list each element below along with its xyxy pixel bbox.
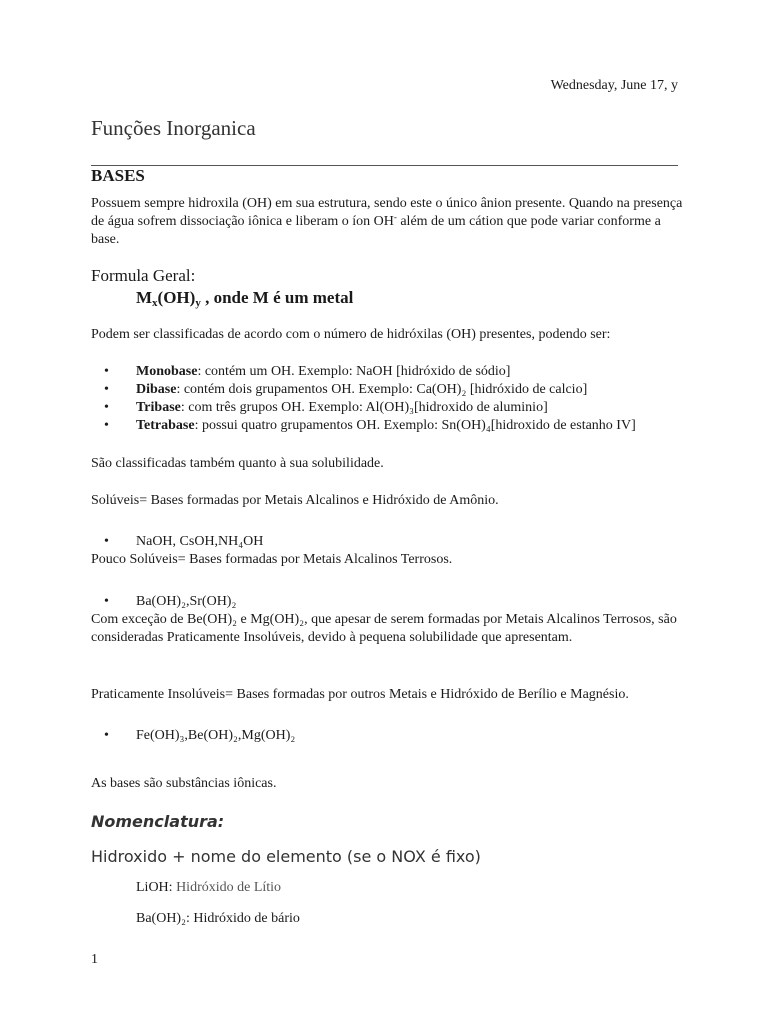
insoluveis-definition: Praticamente Insolúveis= Bases formadas por outros Metais e Hidróxido de Berílio e Magnésio. [91, 687, 629, 702]
type-description: : possui quatro grupamentos OH. Exemplo: Sn(OH)₄[hidroxido de estanho IV] [194, 418, 636, 433]
list-item [91, 363, 711, 381]
list-item [91, 381, 711, 399]
list-item [91, 727, 711, 745]
example-name: Hidróxido de bário [189, 911, 300, 926]
intro-charge: - [393, 212, 397, 222]
bullet: • [104, 594, 109, 609]
example-formula: LiOH: [136, 880, 173, 895]
type-term: Tribase [136, 400, 181, 415]
pouco-soluveis-examples-list [91, 593, 711, 611]
formula-heading: Formula Geral: [91, 266, 196, 285]
bullet: • [104, 400, 109, 415]
base-types-list [91, 363, 711, 435]
bullet: • [104, 418, 109, 433]
insoluveis-examples-list [91, 727, 711, 745]
example-name: Hidróxido de Lítio [172, 880, 282, 895]
classification-intro: Podem ser classificadas de acordo com o número de hidróxilas (OH) presentes, podendo ser: [91, 327, 611, 342]
title-divider [91, 165, 678, 166]
intro-paragraph [91, 195, 691, 249]
type-term: Tetrabase [136, 418, 195, 433]
section-heading-bases: BASES [91, 166, 145, 185]
bullet: • [104, 728, 109, 743]
list-item [91, 593, 711, 611]
bullet: • [104, 534, 109, 549]
type-description: : contém um OH. Exemplo: NaOH [hidróxido de sódio] [197, 364, 511, 379]
soluveis-definition: Solúveis= Bases formadas por Metais Alcalinos e Hidróxido de Amônio. [91, 493, 499, 508]
general-formula [136, 288, 353, 309]
list-item [91, 417, 711, 435]
nox-rule: Hidroxido + nome do elemento (se o NOX é fixo) [91, 847, 481, 866]
formula-note: , onde M é um metal [200, 288, 354, 307]
formula-sub-x: x [152, 297, 158, 309]
page-number: 1 [91, 952, 98, 967]
formula-metal: M [136, 288, 153, 307]
document-title: Funções Inorganica [91, 116, 256, 140]
bullet: • [104, 382, 109, 397]
bullet: • [104, 364, 109, 379]
nomenclature-example [136, 880, 281, 896]
document-date: Wednesday, June 17, y [550, 78, 678, 93]
type-term: Monobase [136, 364, 198, 379]
ionic-statement: As bases são substâncias iônicas. [91, 776, 277, 791]
example-formulas: Fe(OH)₃,Be(OH)₂,Mg(OH)₂ [136, 728, 296, 743]
intro-text-end: além de um cátion que pode variar conforme a base. [91, 214, 661, 247]
soluveis-examples-list [91, 533, 711, 551]
example-formulas: NaOH, CsOH,NH₄OH [136, 534, 264, 549]
example-formulas: Ba(OH)₂,Sr(OH)₂ [136, 594, 237, 609]
solubility-intro: São classificadas também quanto à sua solubilidade. [91, 456, 384, 471]
intro-text: Possuem sempre hidroxila (OH) em sua estrutura, sendo este o único ânion presente. Quando na presença de água sofrem dissociação iônica e liberam o íon OH [91, 196, 683, 229]
type-term: Dibase [136, 382, 177, 397]
nomenclatura-heading: Nomenclatura: [91, 812, 225, 831]
type-description: : contém dois grupamentos OH. Exemplo: Ca(OH)₂ [hidróxido de calcio] [176, 382, 588, 397]
exception-paragraph: Com exceção de Be(OH)₂ e Mg(OH)₂, que apesar de serem formadas por Metais Alcalinos Terrosos, são consideradas Praticamente Insolúveis, devido à pequena solubilidade que apresentam. [91, 612, 677, 645]
nomenclature-example [136, 911, 300, 927]
example-formula: Ba(OH)₂: [136, 911, 190, 926]
list-item [91, 533, 711, 551]
list-item [91, 399, 711, 417]
formula-sub-y: y [195, 297, 201, 309]
formula-hydroxide: (OH) [157, 288, 196, 307]
type-description: : com três grupos OH. Exemplo: Al(OH)₃[hidroxido de aluminio] [180, 400, 548, 415]
pouco-soluveis-definition: Pouco Solúveis= Bases formadas por Metais Alcalinos Terrosos. [91, 552, 453, 567]
